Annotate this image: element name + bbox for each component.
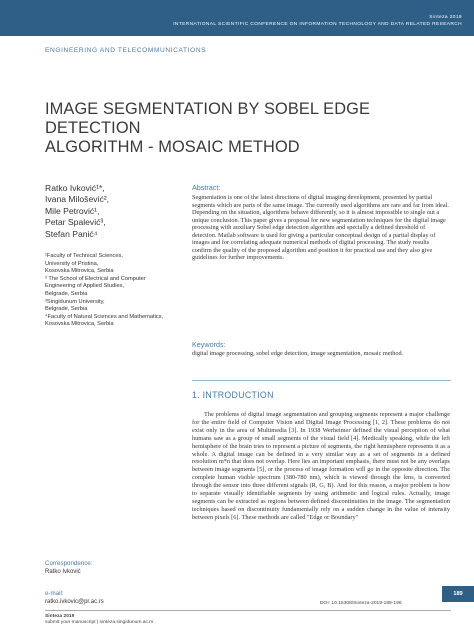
affiliation-line: ² The School of Electrical and Computer: [45, 275, 146, 282]
affiliation-line: University of Pristina,: [45, 260, 99, 267]
affiliation-line: ⁴Faculty of Natural Sciences and Mathematics,: [45, 313, 164, 320]
author-list: [45, 183, 109, 240]
author-3: Mile Petrović¹,: [45, 205, 100, 216]
conference-name: INTERNATIONAL SCIENTIFIC CONFERENCE ON INFORMATION TECHNOLOGY AND DATA RELATED RESEARCH: [173, 22, 462, 27]
section-divider: [192, 380, 451, 381]
conference-year: Sinteza 2019: [429, 15, 462, 20]
affiliation-line: Belgrade, Serbia: [45, 306, 88, 313]
author-1: Ratko Ivković¹*,: [45, 183, 105, 193]
footer-divider: [45, 610, 451, 611]
author-2: Ivana Milošević²,: [45, 194, 109, 205]
keywords-text: digital image processing, sobel edge detection, image segmentation, mosaic method.: [192, 350, 404, 357]
correspondence-name: Ratko Ivković: [45, 569, 81, 575]
affiliation-line: Engineering of Applied Studies,: [45, 283, 125, 290]
abstract-text: Segmentation is one of the latest directions of digital imaging development, presented by partial segments which are parts of the same image. The currently used algorithms are rare and far from ideal. Depending on the situation, algorithms behave differently, so it is almost impossible to single out a unique conclusion. This paper gives a proposal for new segmentation techniques for the digital image processing with auxiliary Sobel edge detection algorithm and specially a defined threshold of detection. Matlab software is used for giving a particular conceptual design of a partial display of images and for correlating adequate numerical methods of digital processing. The study results confirm the quality of the proposed algorithm and position it for practical use and they also give guidelines for further improvements.: [192, 194, 449, 262]
author-5: Stefan Panić⁴: [45, 228, 98, 239]
introduction-heading: 1. INTRODUCTION: [192, 390, 274, 400]
paper-title: [45, 100, 435, 157]
affiliation-line: Kosovska Mitrovica, Serbia: [45, 321, 114, 328]
footer-submit-link[interactable]: submit your manuscript | sinteza.singidunum.ac.rs: [45, 620, 154, 625]
title-line-2: ALGORITHM - MOSAIC METHOD: [45, 138, 300, 156]
affiliation-line: Kosovska Mitrovica, Serbia: [45, 268, 114, 275]
introduction-paragraph: The problems of digital image segmentation and grouping segments represent a major challenge for the entire field of Computer Vision and Digital Image Processing [1, 2]. These problems do not exist only in the area of Multimedia [3]. In 1938 Werheimer defined the visual perception of what humans saw as a group of small segments of the visual field [4]. Medically speaking, while the left hemisphere of the brain tries to represent a picture of segments, the right hemisphere represents it as a whole. A digital image can be defined in a very similar way as a set of segments in a defined resolution m*n that does not overlap. Here lies an important emphasis, there must not be any overlaps between image segments [5], or the process of image formation will go in the opposite direction. The complete human visible spectrum (380-780 nm), which is viewed through the lens, is converted through the sensor into three different signals (R, G, B). And for this reason, a major problem is how to separate visually identifiable segments by using arithmetic and logical rules. Actually, image segments can be extracted as regions between defined discontinuities in the image. The segmentation techniques based on discontinuity fundamentally rely on a sudden change in the value of intensity between pixels [6]. These methods are called "Edge or Boundary": [192, 411, 450, 521]
email-heading: e-mail:: [45, 590, 64, 597]
keywords-heading: Keywords:: [192, 340, 226, 349]
affiliation-list: [45, 253, 180, 329]
footer-journal: Sinteza 2019: [45, 614, 75, 619]
affiliation-line: Belgrade, Serbia: [45, 290, 88, 297]
correspondence-heading: Correspondence:: [45, 560, 93, 567]
section-tag: ENGINEERING AND TELECOMMUNICATIONS: [45, 47, 207, 54]
affiliation-line: ¹Faculty of Technical Sciences,: [45, 253, 123, 259]
author-4: Petar Spalević³,: [45, 217, 106, 228]
abstract-heading: Abstract:: [192, 183, 221, 192]
page-number-badge: 189: [442, 586, 474, 602]
title-line-1: IMAGE SEGMENTATION BY SOBEL EDGE DETECTION: [45, 100, 371, 137]
header-bar: [0, 0, 474, 36]
introduction-body: [192, 411, 450, 522]
doi-link[interactable]: DOI: 10.15308/Sinteza-2019-189-196: [320, 601, 402, 606]
affiliation-line: ³Singidunum University,: [45, 298, 105, 305]
email-address[interactable]: ratko.ivkovic@pr.ac.rs: [45, 599, 104, 605]
